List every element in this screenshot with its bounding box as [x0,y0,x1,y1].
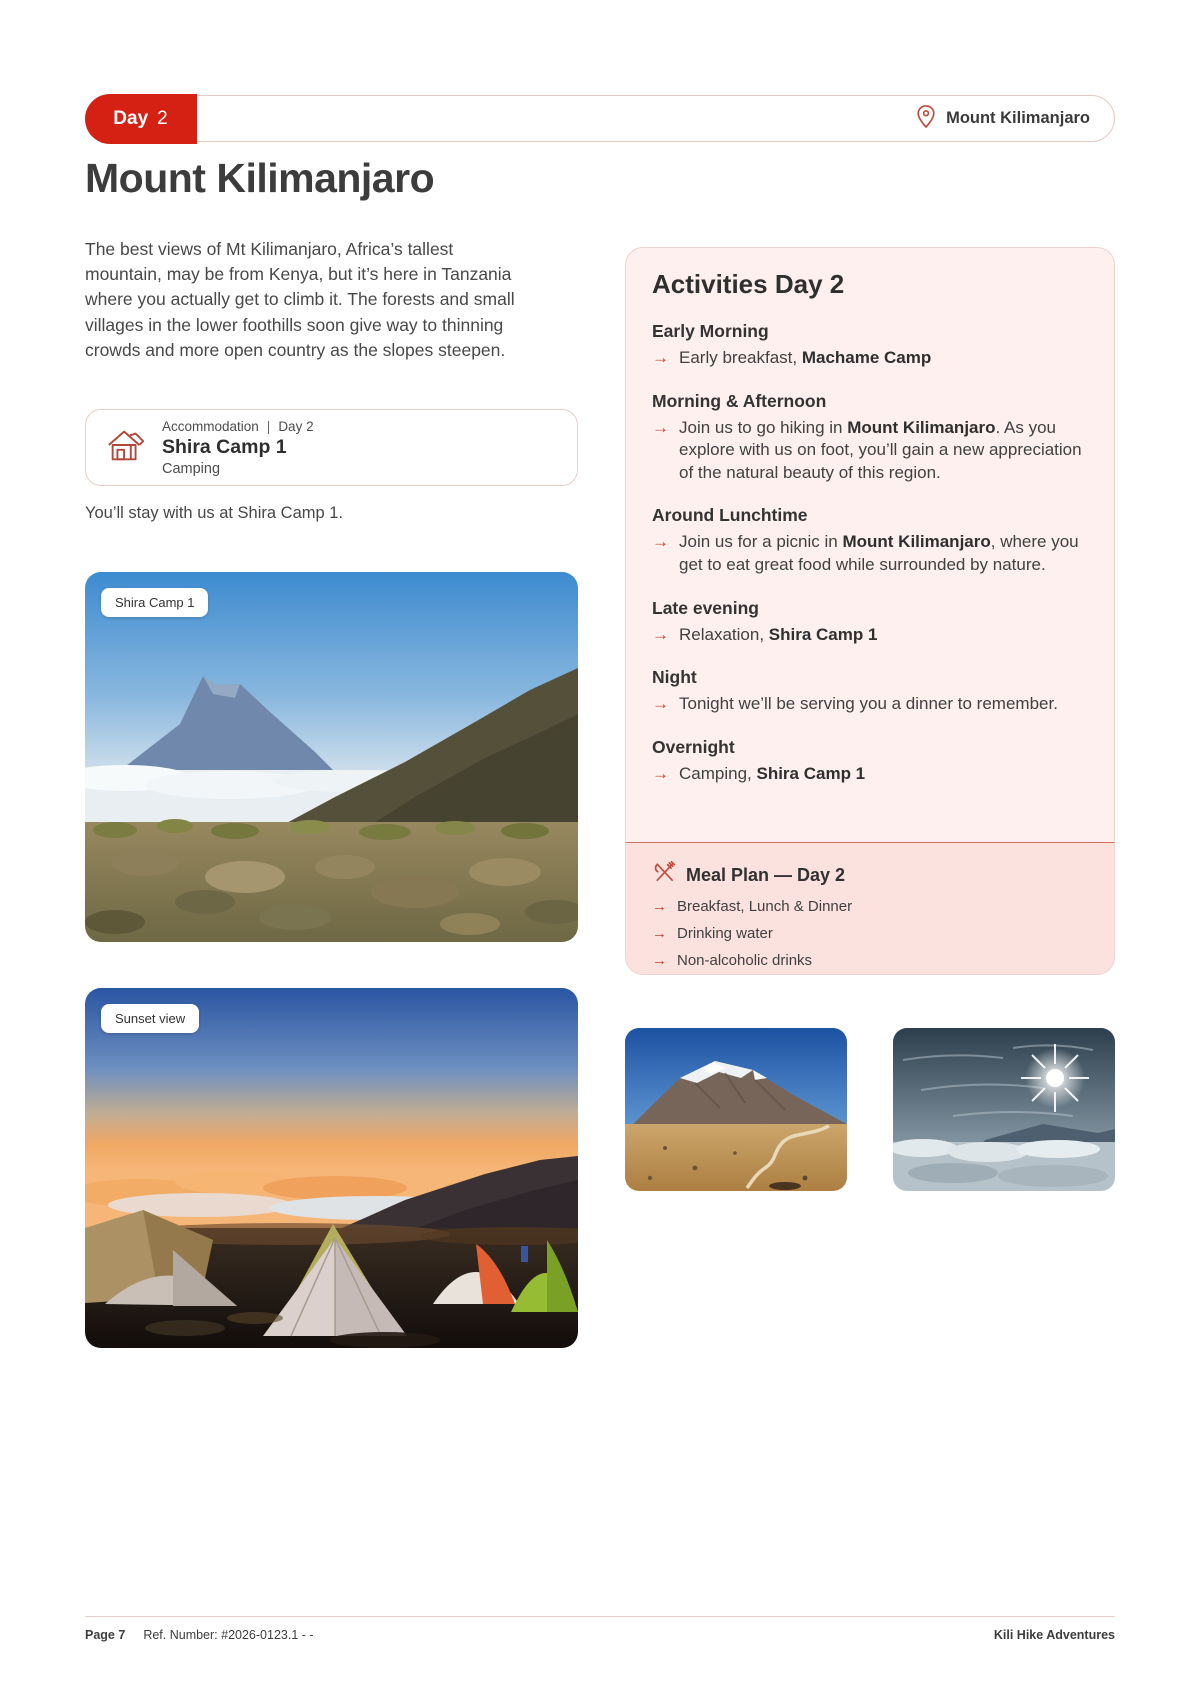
accommodation-name: Shira Camp 1 [162,435,287,458]
meal-plan-item-text: Breakfast, Lunch & Dinner [677,898,853,915]
day-badge-number: 2 [157,107,168,129]
accommodation-label-text: Accommodation [162,418,259,434]
activities-sections [626,321,1114,785]
photo-kilimanjaro-peak [625,1028,847,1191]
activities-section-heading: Early Morning [652,321,769,341]
arrow-icon: → [652,417,669,437]
activities-section [652,667,1088,716]
activities-section-heading: Night [652,667,697,688]
stay-note: You’ll stay with us at Shira Camp 1. [85,504,344,522]
meal-plan-item [652,950,1088,971]
activities-item-text: Join us for a picnic in Mount Kilimanjaro, where you get to eat great food while surrounded by nature. [679,532,1079,575]
activities-title-day: Day 2 [774,269,845,299]
activities-card [625,247,1115,975]
header-location [915,103,1114,135]
header-location-label: Mount Kilimanjaro [946,109,1090,127]
shira-camp-illustration [85,572,578,942]
activities-item-text: Join us to go hiking in Mount Kilimanjaro. As you explore with us on foot, you’ll gain a new appreciation of the natural beauty of this region. [679,417,1082,482]
activities-section-heading: Late evening [652,597,759,618]
arrow-icon: → [652,763,669,783]
meal-plan-title: Meal Plan — Day 2 [686,864,846,885]
activities-item-text: Early breakfast, Machame Camp [679,348,932,367]
page-title: Mount Kilimanjaro [85,155,435,201]
sunset-view-illustration [85,988,578,1348]
activities-section [652,737,1088,786]
activities-item [652,531,1088,576]
footer-brand: Kili Hike Adventures [993,1628,1115,1642]
accommodation-label [162,419,314,434]
house-icon [105,425,147,470]
activities-section [652,321,1088,370]
accommodation-label-separator: | [266,418,271,434]
activities-item [652,347,1088,370]
activities-item [652,417,1088,485]
arrow-icon: → [652,694,669,714]
photo-label-shira-camp: Shira Camp 1 [101,588,208,617]
meal-plan-section [626,842,1114,974]
activities-section [652,598,1088,647]
photo-sun-above-clouds [893,1028,1115,1191]
activities-item-text: Camping, Shira Camp 1 [679,763,866,783]
kilimanjaro-peak-illustration [625,1028,847,1191]
footer-ref-number: Ref. Number: #2026-0123.1 - - [143,1628,314,1642]
footer-page-number: Page 7 [85,1628,126,1642]
sun-above-clouds-illustration [893,1028,1115,1191]
day-header-bar [85,95,1115,142]
meal-plan-item [652,923,1088,944]
activities-section [652,505,1088,576]
photo-label-sunset-view: Sunset view [101,1004,199,1033]
arrow-icon: → [652,952,667,969]
activities-title-bold: Activities [652,269,768,299]
activities-item-text: Tonight we’ll be serving you a dinner to remember. [679,694,1058,714]
activities-section-heading: Overnight [652,736,735,757]
page-footer [85,1616,1115,1642]
accommodation-day: Day 2 [278,418,314,434]
utensils-icon [652,860,677,890]
intro-paragraph: The best views of Mt Kilimanjaro, Africa’s tallest mountain, may be from Kenya, but it’s here in Tanzania where you actually get to climb it. The forests and small villages in the lower foothills soon give way to thinning crowds and more open country as the slopes steepen. [85,239,515,360]
activities-section-heading: Morning & Afternoon [652,390,827,411]
activities-item [652,763,1088,786]
arrow-icon: → [652,898,667,915]
day-badge-label: Day [113,107,149,129]
accommodation-card [85,409,578,486]
photo-sunset-view [85,988,578,1348]
meal-plan-item [652,896,1088,917]
arrow-icon: → [652,532,669,552]
activities-item-text: Relaxation, Shira Camp 1 [679,624,878,644]
meal-plan-items [652,896,1088,971]
activities-section-heading: Around Lunchtime [652,505,808,526]
arrow-icon: → [652,348,669,367]
meal-plan-item-text: Drinking water [677,925,773,942]
activities-item [652,624,1088,647]
photo-shira-camp [85,572,578,942]
day-badge [85,94,197,144]
meal-plan-item-text: Non-alcoholic drinks [677,952,813,969]
activities-title [652,269,1088,300]
activities-section [652,391,1088,485]
accommodation-type: Camping [162,460,221,477]
arrow-icon: → [652,624,669,644]
location-pin-icon [915,103,937,135]
arrow-icon: → [652,925,667,942]
activities-item [652,693,1088,716]
